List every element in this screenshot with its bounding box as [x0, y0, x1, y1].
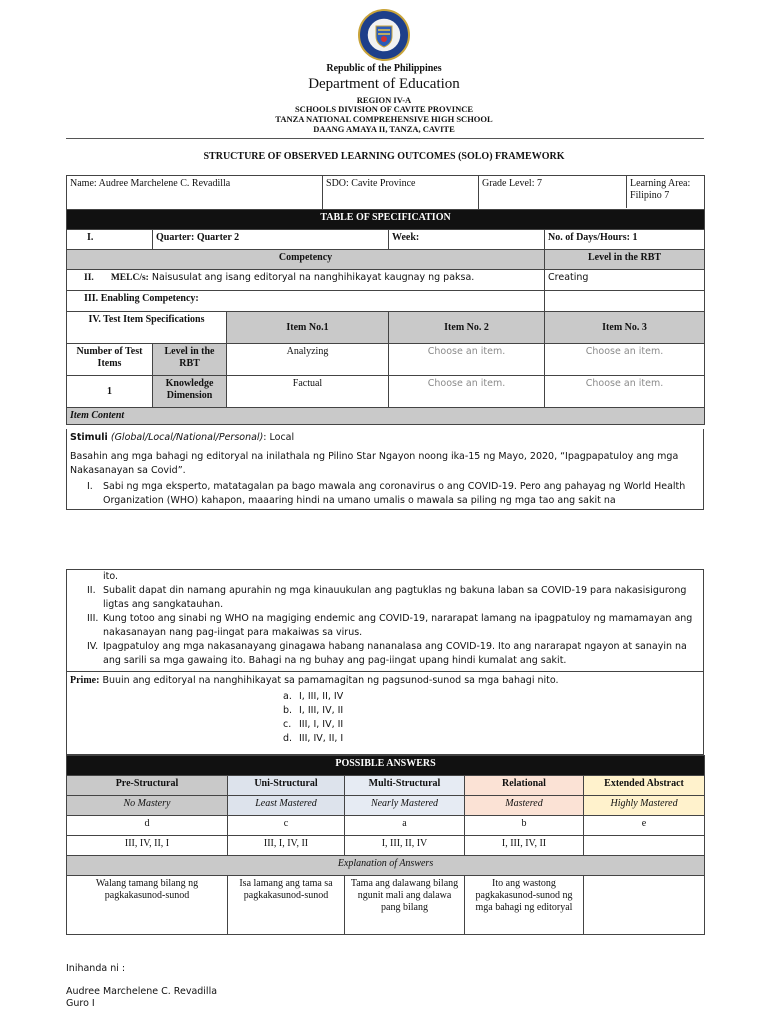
- stimulus-block: [66, 429, 704, 510]
- document-title: STRUCTURE OF OBSERVED LEARNING OUTCOMES (SOLO) FRAMEWORK: [203, 151, 565, 162]
- grade-level: Grade Level: 7: [479, 176, 627, 208]
- quarter-number: I.: [67, 230, 153, 250]
- stimuli-label: Stimuli: [70, 432, 108, 443]
- item1-knowledge: Factual: [227, 376, 389, 408]
- level-extended-abstract: Extended Abstract: [584, 776, 705, 796]
- deped-seal-logo: [351, 8, 417, 62]
- order-multi-structural: I, III, II, IV: [345, 836, 465, 856]
- mastery-pre-structural: No Mastery: [67, 796, 228, 816]
- stimuli-value: : Local: [263, 432, 295, 443]
- explanation-uni-structural: Isa lamang ang tama sa pagkakasunod-sunod: [228, 876, 345, 935]
- address-line: DAANG AMAYA II, TANZA, CAVITE: [313, 124, 455, 134]
- level-in-rbt-header: Level in the RBT: [153, 344, 227, 376]
- mastery-uni-structural: Least Mastered: [228, 796, 345, 816]
- letter-relational: b: [465, 816, 584, 836]
- specification-table: [66, 175, 705, 425]
- melc-label: MELC/s:: [110, 273, 149, 283]
- order-pre-structural: III, IV, II, I: [67, 836, 228, 856]
- part-4-number: IV.: [87, 641, 99, 652]
- choice-c: c. III, I, IV, II: [283, 719, 344, 730]
- item2-level-dropdown[interactable]: Choose an item.: [389, 344, 545, 376]
- order-uni-structural: III, I, IV, II: [228, 836, 345, 856]
- explanation-relational: Ito ang wastong pagkakasunod-sunod ng mga bahagi ng editoryal: [465, 876, 584, 935]
- week-cell: Week:: [389, 230, 545, 250]
- department-title: Department of Education: [308, 76, 460, 92]
- melc-number: II.: [84, 273, 94, 283]
- test-item-spec: IV. Test Item Specifications: [67, 312, 227, 344]
- letter-pre-structural: d: [67, 816, 228, 836]
- part-1-continued: ito.: [103, 571, 119, 582]
- republic-line: Republic of the Philippines: [326, 63, 442, 74]
- melc-level: Creating: [545, 270, 705, 291]
- choices-list: [67, 688, 703, 746]
- letter-extended-abstract: e: [584, 816, 705, 836]
- part-2-number: II.: [87, 585, 96, 596]
- stimulus-intro: Basahin ang mga bahagi ng editoryal na inilathala ng Pilino Star Ngayon noong ika-15 ng Mayo, 2020, “Ipagpapatuloy ang mga Nakasanayan sa Covid”.: [70, 451, 679, 476]
- days-hours: No. of Days/Hours: 1: [545, 230, 705, 250]
- level-multi-structural: Multi-Structural: [345, 776, 465, 796]
- school-line: TANZA NATIONAL COMPREHENSIVE HIGH SCHOOL: [275, 114, 493, 124]
- num-items-header: Number of Test Items: [67, 344, 153, 376]
- preparer-position: Guro I: [66, 998, 95, 1009]
- part-4-text: Ipagpatuloy ang mga nakasanayang ginagawa habang nananalasa ang COVID-19. Ito ang nararapat ngayon at sanayin na ang sarili sa mga gawaing ito. Bahagi na ng buhay ang pag-iingat upang hindi kumalat ang sakit.: [103, 641, 687, 666]
- tos-title: TABLE OF SPECIFICATION: [67, 210, 705, 230]
- enabling-level: [545, 291, 705, 312]
- sdo-cell: SDO: Cavite Province: [323, 176, 479, 210]
- mastery-multi-structural: Nearly Mastered: [345, 796, 465, 816]
- knowledge-dimension-header: Knowledge Dimension: [153, 376, 227, 408]
- level-relational: Relational: [465, 776, 584, 796]
- item1-header: Item No.1: [227, 312, 389, 344]
- competency-header: Competency: [67, 250, 545, 270]
- item3-knowledge-dropdown[interactable]: Choose an item.: [545, 376, 705, 408]
- item2-header: Item No. 2: [389, 312, 545, 344]
- prime-text: Buuin ang editoryal na nanghihikayat sa pamamagitan ng pagsunod-sunod sa mga bahagi nito.: [99, 675, 559, 686]
- mastery-extended-abstract: Highly Mastered: [584, 796, 705, 816]
- editorial-parts-block: [66, 569, 704, 755]
- prepared-by-label: Inihanda ni :: [66, 963, 126, 974]
- order-relational: I, III, IV, II: [465, 836, 584, 856]
- choice-b: b. I, III, IV, II: [283, 705, 344, 716]
- part-1-number: I.: [87, 481, 93, 492]
- header-divider: [66, 138, 704, 139]
- level-uni-structural: Uni-Structural: [228, 776, 345, 796]
- mastery-relational: Mastered: [465, 796, 584, 816]
- num-items-value: 1: [67, 376, 153, 408]
- possible-answers-title: POSSIBLE ANSWERS: [67, 756, 705, 776]
- part-1-text: Sabi ng mga eksperto, matatagalan pa bago mawala ang coronavirus o ang COVID-19. Pero ang pahayag ng World Health Organization (WHO) kahapon, maaaring hindi na umano umalis o mawala sa piling ng mga tao ang sakit na: [103, 481, 686, 506]
- part-2-text: Subalit dapat din namang apurahin ng mga kinauukulan ang pagtuklas ng bakuna laban sa COVID-19 para nakasisigurong ligtas ang sangkatauhan.: [103, 585, 687, 610]
- enabling-competency: Enabling Competency:: [100, 293, 199, 304]
- explanation-extended-abstract: [584, 876, 705, 935]
- item-content-header: Item Content: [67, 408, 705, 425]
- explanation-pre-structural: Walang tamang bilang ng pagkakasunod-sunod: [67, 876, 228, 935]
- item3-level-dropdown[interactable]: Choose an item.: [545, 344, 705, 376]
- possible-answers-table: [66, 755, 705, 935]
- order-extended-abstract: [584, 836, 705, 856]
- item3-header: Item No. 3: [545, 312, 705, 344]
- prime-label: Prime:: [70, 675, 100, 686]
- explanation-header: Explanation of Answers: [67, 856, 705, 876]
- melc-text: Naisusulat ang isang editoryal na nanghihikayat kaugnay ng paksa.: [151, 272, 475, 283]
- enabling-number: III.: [84, 293, 99, 304]
- choice-d: d. III, IV, II, I: [283, 733, 344, 744]
- preparer-name: Audree Marchelene C. Revadilla: [66, 986, 218, 997]
- item2-knowledge-dropdown[interactable]: Choose an item.: [389, 376, 545, 408]
- teacher-name: Name: Audree Marchelene C. Revadilla: [67, 176, 323, 210]
- region-line: REGION IV-A: [356, 95, 412, 105]
- division-line: SCHOOLS DIVISION OF CAVITE PROVINCE: [294, 104, 474, 114]
- learning-area: Learning Area: Filipino 7: [630, 178, 691, 201]
- explanation-multi-structural: Tama ang dalawang bilang ngunit mali ang dalawa pang bilang: [345, 876, 465, 935]
- level-rbt-header: Level in the RBT: [545, 250, 705, 270]
- part-3-number: III.: [87, 613, 99, 624]
- letter-multi-structural: a: [345, 816, 465, 836]
- choice-a: a. I, III, II, IV: [283, 691, 344, 702]
- letter-uni-structural: c: [228, 816, 345, 836]
- part-3-text: Kung totoo ang sinabi ng WHO na magiging endemic ang COVID-19, nararapat lamang na ipagpatuloy ng mamamayan ang nakasanayan nang pag-iingat para makaiwas sa virus.: [103, 613, 693, 638]
- item1-level: Analyzing: [227, 344, 389, 376]
- quarter-value: Quarter: Quarter 2: [153, 230, 389, 250]
- level-pre-structural: Pre-Structural: [67, 776, 228, 796]
- stimuli-scope: (Global/Local/National/Personal): [110, 432, 264, 443]
